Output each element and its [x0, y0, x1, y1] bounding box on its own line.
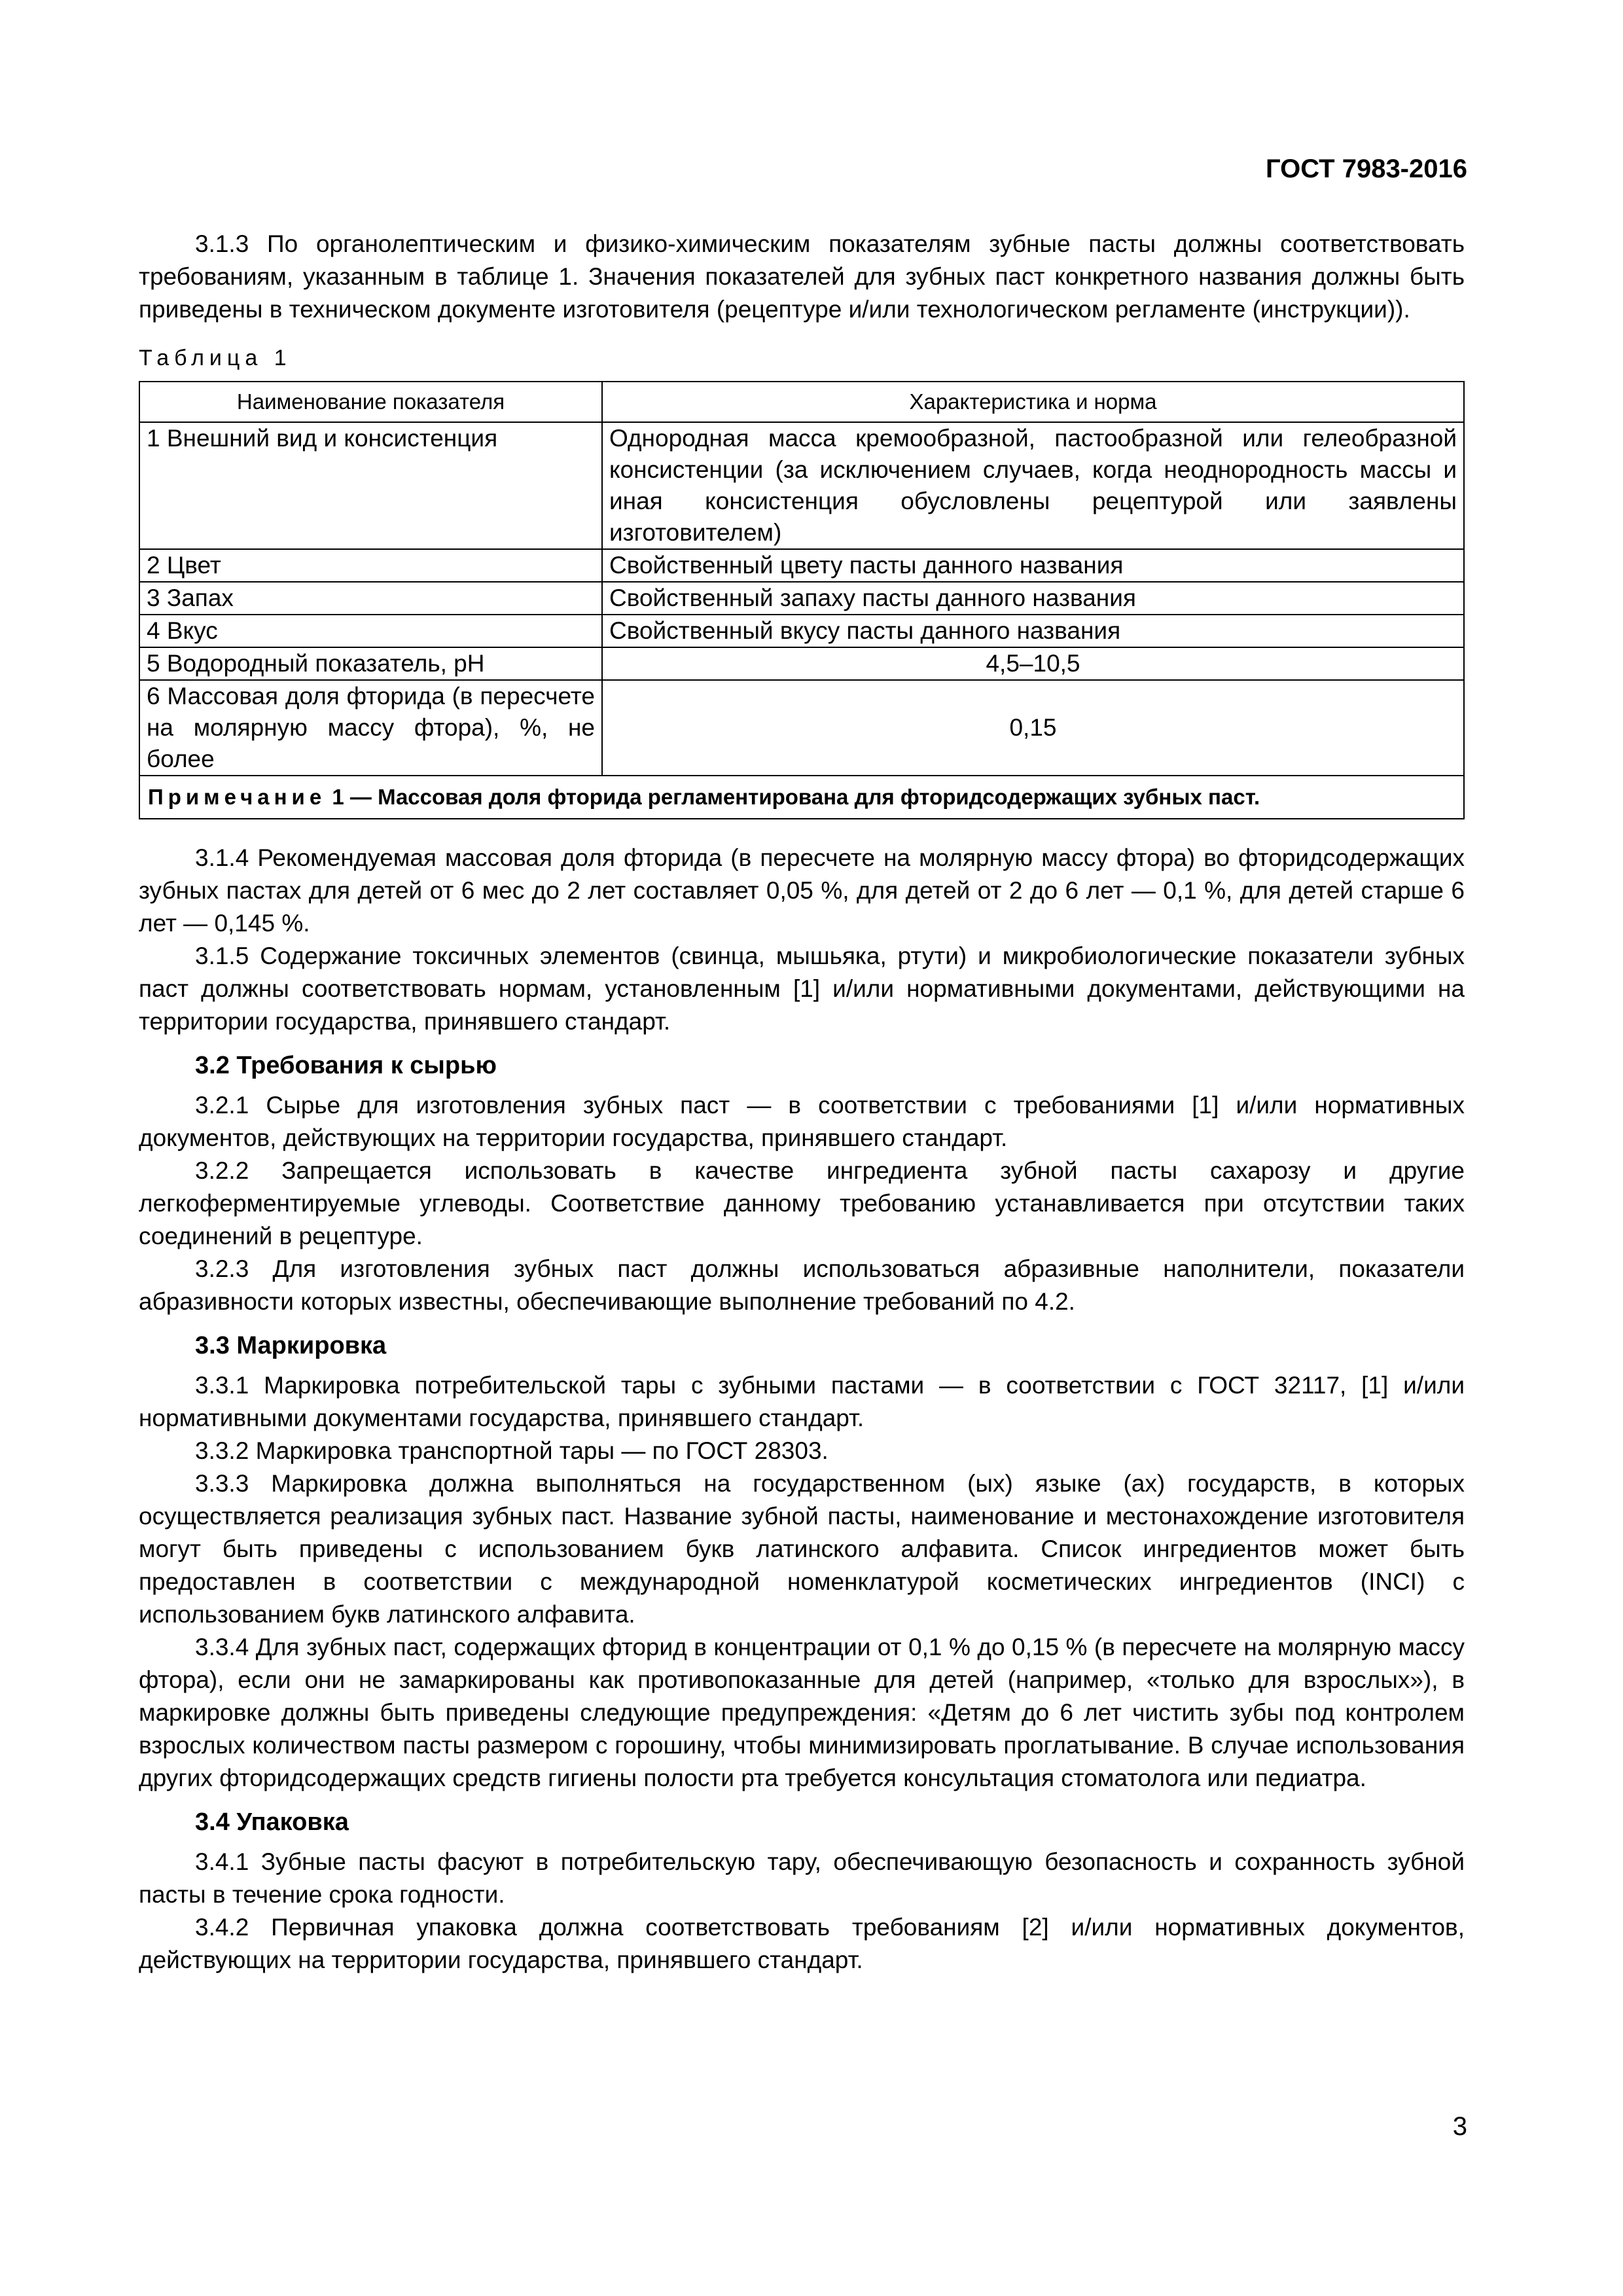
table-note-row — [139, 776, 1464, 819]
table-cell-name: 5 Водородный показатель, pH — [139, 647, 602, 680]
table-cell-value: 4,5–10,5 — [602, 647, 1464, 680]
page-content — [139, 228, 1465, 1977]
table-header-cell: Характеристика и норма — [602, 382, 1464, 422]
table-cell-value: Однородная масса кремообразной, пастообразной или гелеобразной консистенции (за исключением случаев, когда неоднородность массы и иная консистенция обусловлены рецептурой или заявлены изготовителем) — [602, 422, 1464, 549]
table-row — [139, 582, 1464, 615]
table-row — [139, 647, 1464, 680]
table-note — [139, 776, 1464, 819]
table-cell-name: 1 Внешний вид и консистенция — [139, 422, 602, 549]
paragraph-3-3-3: 3.3.3 Маркировка должна выполняться на государственном (ых) языке (ах) государств, в которых осуществляется реализация зубных паст. Название зубной пасты, наименование и местонахождение изготовителя могут быть приведены с использованием букв латинского алфавита. Список ингредиентов может быть предоставлен в соответствии с международной номенклатурой косметических ингредиентов (INCI) с использованием букв латинского алфавита. — [139, 1470, 1465, 1628]
table-cell-value: Свойственный цвету пасты данного названия — [602, 549, 1464, 582]
paragraph-3-4-1: 3.4.1 Зубные пасты фасуют в потребительскую тару, обеспечивающую безопасность и сохранность зубной пасты в течение срока годности. — [139, 1848, 1465, 1908]
page-number: 3 — [1452, 2112, 1467, 2141]
table-header-cell: Наименование показателя — [139, 382, 602, 422]
indicators-table — [139, 381, 1465, 819]
paragraph-3-3-2: 3.3.2 Маркировка транспортной тары — по ГОСТ 28303. — [195, 1437, 829, 1464]
paragraph-3-1-5: 3.1.5 Содержание токсичных элементов (свинца, мышьяка, ртути) и микробиологические показатели зубных паст должны соответствовать нормам, установленным [1] и/или нормативными документами, действующими на территории государства, принявшего стандарт. — [139, 942, 1465, 1035]
section-heading-3-3: 3.3 Маркировка — [195, 1332, 387, 1359]
paragraph-3-1-3: 3.1.3 По органолептическим и физико-химическим показателям зубные пасты должны соответствовать требованиям, указанным в таблице 1. Значения показателей для зубных паст конкретного названия должны быть приведены в техническом документе изготовителя (рецептуре и/или технологическом регламенте (инструкции)). — [139, 230, 1465, 323]
table-cell-value: Свойственный вкусу пасты данного названия — [602, 615, 1464, 647]
document-code: ГОСТ 7983-2016 — [1266, 154, 1467, 183]
paragraph-3-2-1: 3.2.1 Сырье для изготовления зубных паст — в соответствии с требованиями [1] и/или нормативных документов, действующих на территории государства, принявшего стандарт. — [139, 1092, 1465, 1151]
paragraph-3-3-1: 3.3.1 Маркировка потребительской тары с зубными пастами — в соответствии с ГОСТ 32117, [1] и/или нормативными документами государства, принявшего стандарт. — [139, 1372, 1465, 1431]
table-row — [139, 549, 1464, 582]
paragraph-3-4-2: 3.4.2 Первичная упаковка должна соответствовать требованиям [2] и/или нормативных документов, действующих на территории государства, принявшего стандарт. — [139, 1914, 1465, 1973]
note-text: 1 — Массовая доля фторида регламентирована для фторидсодержащих зубных паст. — [332, 785, 1260, 809]
section-3-1-tail — [139, 842, 1465, 1038]
table-cell-name: 6 Массовая доля фторида (в пересчете на молярную массу фтора), %, не более — [139, 680, 602, 776]
table-cell-name: 2 Цвет — [139, 549, 602, 582]
section-heading-3-2: 3.2 Требования к сырью — [195, 1052, 497, 1079]
paragraph-3-3-4: 3.3.4 Для зубных паст, содержащих фторид в концентрации от 0,1 % до 0,15 % (в пересчете на молярную массу фтора), если они не замаркированы как противопоказанные для детей (например, «только для взрослых»), в маркировке должны быть приведены следующие предупреждения: «Детям до 6 лет чистить зубы под контролем взрослых количеством пасты размером с горошину, чтобы минимизировать проглатывание. В случае использования других фторидсодержащих средств гигиены полости рта требуется консультация стоматолога или педиатра. — [139, 1634, 1465, 1791]
table-caption: Таблица 1 — [139, 346, 292, 370]
paragraph-3-2-3: 3.2.3 Для изготовления зубных паст должны использоваться абразивные наполнители, показатели абразивности которых известны, обеспечивающие выполнение требований по 4.2. — [139, 1255, 1465, 1315]
paragraph-3-1-4: 3.1.4 Рекомендуемая массовая доля фторида (в пересчете на молярную массу фтора) во фторидсодержащих зубных пастах для детей от 6 мес до 2 лет составляет 0,05 %, для детей от 2 до 6 лет — 0,1 %, для детей старше 6 лет — 0,145 %. — [139, 844, 1465, 937]
table-cell-value: 0,15 — [602, 680, 1464, 776]
section-heading-3-4: 3.4 Упаковка — [195, 1808, 349, 1836]
table-row — [139, 615, 1464, 647]
table-cell-name: 4 Вкус — [139, 615, 602, 647]
table-header-row — [139, 382, 1464, 422]
table-cell-value: Свойственный запаху пасты данного названия — [602, 582, 1464, 615]
paragraph-3-2-2: 3.2.2 Запрещается использовать в качестве ингредиента зубной пасты сахарозу и другие легкоферментируемые углеводы. Соответствие данному требованию устанавливается при отсутствии таких соединений в рецептуре. — [139, 1157, 1465, 1249]
table-row — [139, 422, 1464, 549]
table-row — [139, 680, 1464, 776]
table-cell-name: 3 Запах — [139, 582, 602, 615]
note-label: Примечание — [148, 785, 327, 809]
